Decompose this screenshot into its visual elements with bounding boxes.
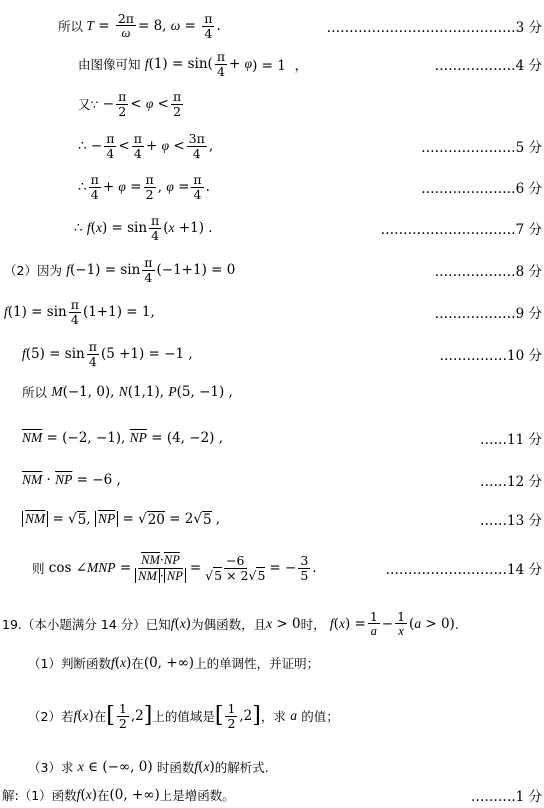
formula-line-1: 所以 T = $\frac{2\pi}{\omega}$ = 8, ω = $\frac{\pi}{4}$ . ……………………………………3 分 (58, 10, 542, 41)
formula-line-13: $\overline{NM}$ = √ 5 , $\overline{NP}$ = √ 20 = 2√ 5 , ……13 分 (0, 503, 544, 535)
text-sub3-b: 时函数 (156, 760, 195, 775)
formula-line-8: f (1) = sin $\frac{\pi}{4}$ (1+1) = 1, ………………9 分 (4, 297, 542, 327)
score-8: ………………8 分 (434, 264, 542, 280)
score-6: …………………6 分 (421, 181, 542, 197)
text-sub1-a: （1）判断函数 (28, 656, 111, 671)
formula-line-10: 所以 M (−1, 0), N (1,1), P (5, −1) , (22, 384, 233, 400)
formula-line-4: ∴ − $\frac{\pi}{4}$ < $\frac{\pi}{4}$ + φ < $\frac{3\pi}{4}$ , …………………5 分 (78, 131, 542, 161)
formula-line-6: ∴ f ( x ) = sin $\frac{\pi}{4}$ ( x +1) . …………………………7 分 (74, 213, 542, 243)
text-suoyiM: 所以 (22, 385, 48, 400)
answer-19-1: 解:（1）函数 f ( x ) 在 (0, +∞) 上是增函数。 ……….1 分 (2, 787, 542, 805)
text-youtu: 由图像可知 (78, 57, 141, 72)
question-19-sub-3: （3）求 x ∈ (−∞, 0) 时函数 f ( x ) 的解析式. (28, 759, 269, 775)
text-jie-c: 上是增函数。 (159, 788, 235, 803)
text-you: 又∵ (78, 97, 99, 112)
formula-line-5: ∴ $\frac{\pi}{4}$ + φ = $\frac{\pi}{2}$ , φ = $\frac{\pi}{4}$ . …………………6 分 (78, 172, 542, 202)
text-jie-a: 解:（1）函数 (2, 788, 77, 803)
formula-line-2: 由图像可知 f (1) = sin( $\frac{\pi}{4}$ + φ ) = 1 ， ………………4 分 (78, 49, 542, 79)
formula-line-11: $\overline{NM}$ = (−2, −1), $\overline{NP}$ = (4, −2) , ……11 分 (22, 430, 542, 448)
question-19-header: 19. （本小题满分 14 分）已知 f ( x ) 为偶函数，且 x > 0 时， f ( x ) = $\frac{1}{a}$ − $\frac{1}{x}$ ( a > 0) . (2, 608, 459, 638)
text-sub3-c: 的解析式. (214, 760, 269, 775)
score-13: ……13 分 (480, 513, 542, 529)
question-19-sub-2: （2）若 f ( x ) 在 [ $\frac{1}{2}$ ,2 ] 上的值域是 [ $\frac{1}{2}$ ,2 ] ，求 a 的值； (28, 701, 339, 731)
score-3: ……………………………………3 分 (326, 20, 542, 36)
text-q19-head: （本小题满分 14 分）已知 (21, 617, 171, 632)
text-part2: （2）因为 (4, 263, 62, 278)
text-jie-b: 在 (97, 788, 110, 803)
score-14: ………………………14 分 (385, 562, 542, 578)
text-sub1-c: 上的单调性，并证明； (194, 656, 320, 671)
formula-line-12: $\overline{NM}$ · $\overline{NP}$ = −6 , ……12 分 (22, 472, 542, 490)
text-sub2-c: 上的值域是 (152, 709, 215, 724)
text-q19-even: 为偶函数，且 (191, 617, 267, 632)
question-19-sub-1: （1）判断函数 f ( x ) 在 (0, +∞) 上的单调性，并证明； (28, 655, 320, 671)
score-9: ………………9 分 (434, 306, 542, 322)
score-7: …………………………7 分 (380, 222, 542, 238)
score-5: …………………5 分 (421, 140, 542, 156)
score-4: ………………4 分 (434, 58, 542, 74)
text-q19-end: . (454, 616, 459, 632)
text-sub2-a: （2）若 (28, 709, 74, 724)
score-11: ……11 分 (480, 432, 542, 448)
formula-line-7: （2）因为 f (−1) = sin $\frac{\pi}{4}$ (−1+1) = 0 ………………8 分 (4, 255, 542, 285)
text-ze: 则 (32, 561, 45, 576)
text-sub2-d: ，求 (260, 709, 286, 724)
formula-line-14: 则 cos ∠ MNP = $\frac{\overline{NM}\cdot\overline{NP}}{\overline{NM} \cdot \overline{NP}}$ = $\frac{-6}{√5 \times 2√5}$ = − $\frac{3}{5}$ . ………………………14 分 (32, 552, 542, 583)
text-sub2-e: 的值； (301, 709, 339, 724)
formula-line-9: f (5) = sin $\frac{\pi}{4}$ (5 +1) = −1 , ……………10 分 (22, 339, 542, 369)
score-10: ……………10 分 (439, 348, 542, 364)
text-sub1-b: 在 (131, 656, 144, 671)
text-sub3-a: （3）求 (28, 760, 74, 775)
text-sub2-b: 在 (93, 709, 107, 724)
formula-line-3: 又∵ − $\frac{\pi}{2}$ < φ < $\frac{\pi}{2}$ (78, 89, 182, 119)
text-suoyi: 所以 (58, 19, 84, 34)
score-1: ……….1 分 (470, 789, 542, 805)
score-12: ……12 分 (480, 474, 542, 490)
text-q19-when: 时， (300, 617, 326, 632)
text-q19-num: 19. (2, 616, 22, 632)
